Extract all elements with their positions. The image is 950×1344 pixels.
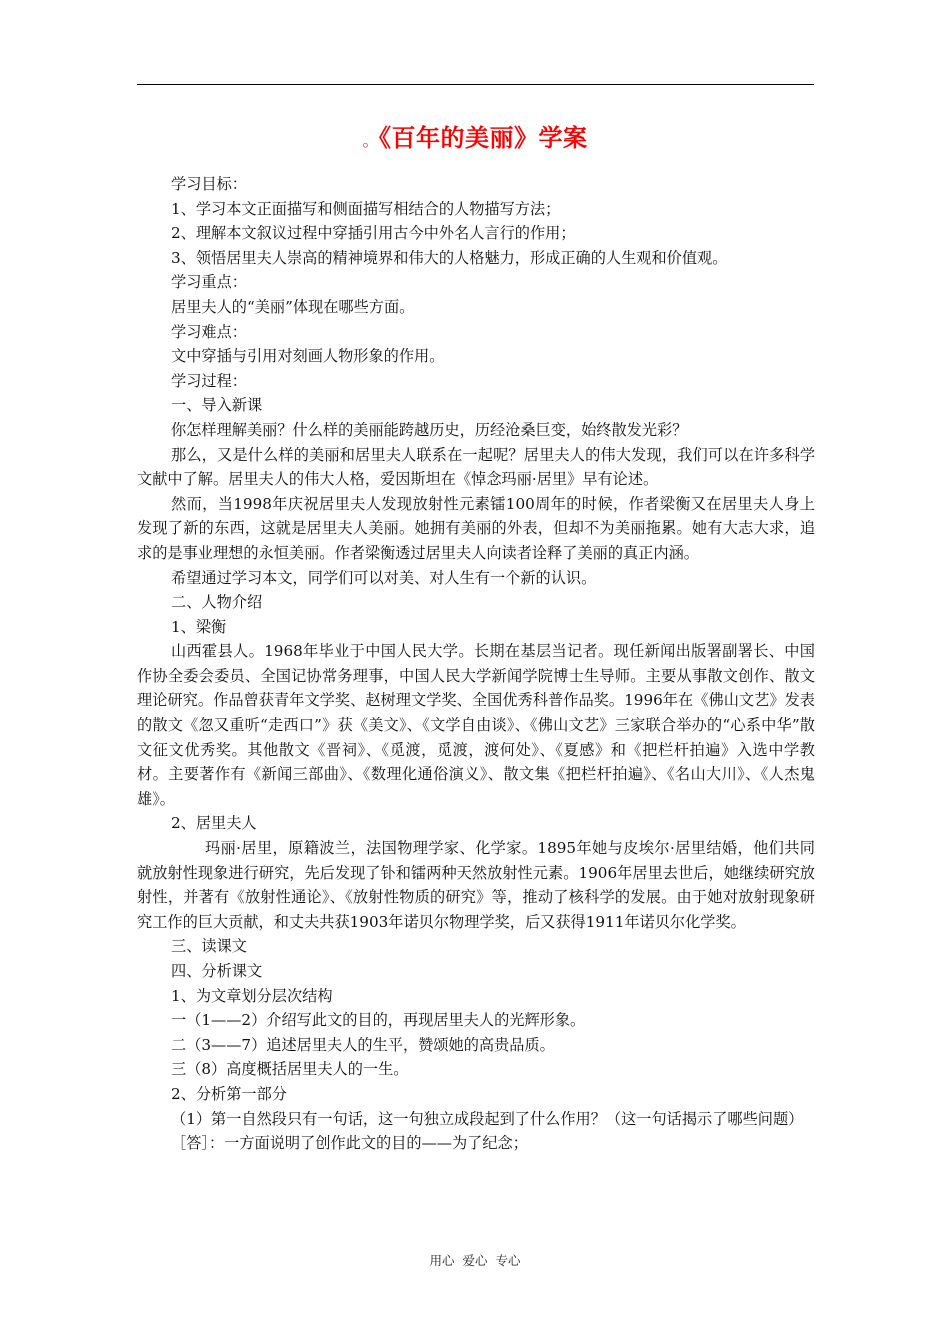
paragraph: （1）第一自然段只有一句话，这一句独立成段起到了什么作用？（这一句话揭示了哪些问题） bbox=[171, 1109, 804, 1128]
paragraph: 学习目标： bbox=[171, 175, 247, 193]
paragraph: 文中穿插与引用对刻画人物形象的作用。 bbox=[171, 347, 445, 366]
paragraph: 那么，又是什么样的美丽和居里夫人联系在一起呢？居里夫人的伟大发现，我们可以在许多科学文献中了解。居里夫人的伟大人格，爱因斯坦在《悼念玛丽·居里》早有论述。 bbox=[137, 445, 815, 489]
title-text: 《百年的美丽》学案 bbox=[379, 124, 588, 152]
paragraph: 二、人物介绍 bbox=[171, 593, 263, 612]
paragraph: 三（8）高度概括居里夫人的一生。 bbox=[171, 1060, 409, 1079]
paragraph: 一、导入新课 bbox=[171, 396, 263, 415]
paragraph: 学习重点： bbox=[171, 273, 247, 292]
paragraph: 希望通过学习本文，同学们可以对美、对人生有一个新的认识。 bbox=[171, 568, 597, 587]
paragraph: 2、理解本文叙议过程中穿插引用古今中外名人言行的作用； bbox=[171, 224, 576, 243]
paragraph: ［答］：一方面说明了创作此文的目的——为了纪念； bbox=[171, 1134, 528, 1153]
paragraph: 山西霍县人。1968年毕业于中国人民大学。长期在基层当记者。现任新闻出版署副署长、中国作协全委会委员、全国记协常务理事，中国人民大学新闻学院博士生导师。主要从事散文创作、散文理论研究。作品曾获青年文学奖、赵树理文学奖、全国优秀科普作品奖。1996年在《佛山文艺》发表的散文《忽又重听“走西口”》获《美文》、《文学自由谈》、《佛山文艺》三家联合举办的“心系中华”散文征文优秀奖。其他散文《晋祠》、《觅渡，觅渡，渡何处》、《夏感》和《把栏杆拍遍》入选中学教材。主要著作有《新闻三部曲》、《数理化通俗演义》、散文集《把栏杆拍遍》、《名山大川》、《人杰鬼雄》。 bbox=[137, 642, 815, 808]
paragraph: 1、梁衡 bbox=[171, 617, 227, 636]
paragraph: 二（3——7）追述居里夫人的生平，赞颂她的高贵品质。 bbox=[171, 1035, 555, 1054]
paragraph: 学习过程： bbox=[171, 371, 247, 390]
paragraph: 一（1——2）介绍写此文的目的，再现居里夫人的光辉形象。 bbox=[171, 1011, 586, 1030]
paragraph: 你怎样理解美丽？什么样的美丽能跨越历史，历经沧桑巨变，始终散发光彩？ bbox=[171, 420, 688, 439]
paragraph: 3、领悟居里夫人崇高的精神境界和伟大的人格魅力，形成正确的人生观和价值观。 bbox=[171, 248, 728, 267]
paragraph: 2、居里夫人 bbox=[171, 814, 257, 833]
page-footer: 用心 爱心 专心 bbox=[429, 1253, 521, 1268]
paragraph: 居里夫人的“美丽”体现在哪些方面。 bbox=[171, 297, 415, 316]
paragraph: 玛丽·居里，原籍波兰，法国物理学家、化学家。1895年她与皮埃尔·居里结婚，他们共同就放射性现象进行研究，先后发现了钋和镭两种天然放射性元素。1906年居里去世后，她继续研究放射性，并著有《放射性通论》、《放射性物质的研究》等，推动了核科学的发展。由于她对放射现象研究工作的巨大贡献，和丈夫共获1903年诺贝尔物理学奖，后又获得1911年诺贝尔化学奖。 bbox=[137, 839, 815, 931]
paragraph: 然而，当1998年庆祝居里夫人发现放射性元素镭100周年的时候，作者梁衡又在居里夫人身上发现了新的东西，这就是居里夫人美丽。她拥有美丽的外表，但却不为美丽拖累。她有大志大求，追求的是事业理想的永恒美丽。作者梁衡透过居里夫人向读者诠释了美丽的真正内涵。 bbox=[137, 494, 815, 562]
paragraph: 1、为文章划分层次结构 bbox=[171, 986, 333, 1005]
paragraph: 学习难点： bbox=[171, 322, 247, 341]
paragraph: 三、读课文 bbox=[171, 937, 247, 956]
header-rule bbox=[137, 84, 814, 85]
paragraph: 四、分析课文 bbox=[171, 962, 263, 980]
document-title bbox=[0, 118, 950, 153]
paragraph: 1、学习本文正面描写和侧面描写相结合的人物描写方法； bbox=[171, 199, 561, 218]
paragraph: 2、分析第一部分 bbox=[171, 1084, 287, 1103]
document-body bbox=[137, 172, 815, 1156]
title-prefix: 。 bbox=[362, 131, 379, 150]
